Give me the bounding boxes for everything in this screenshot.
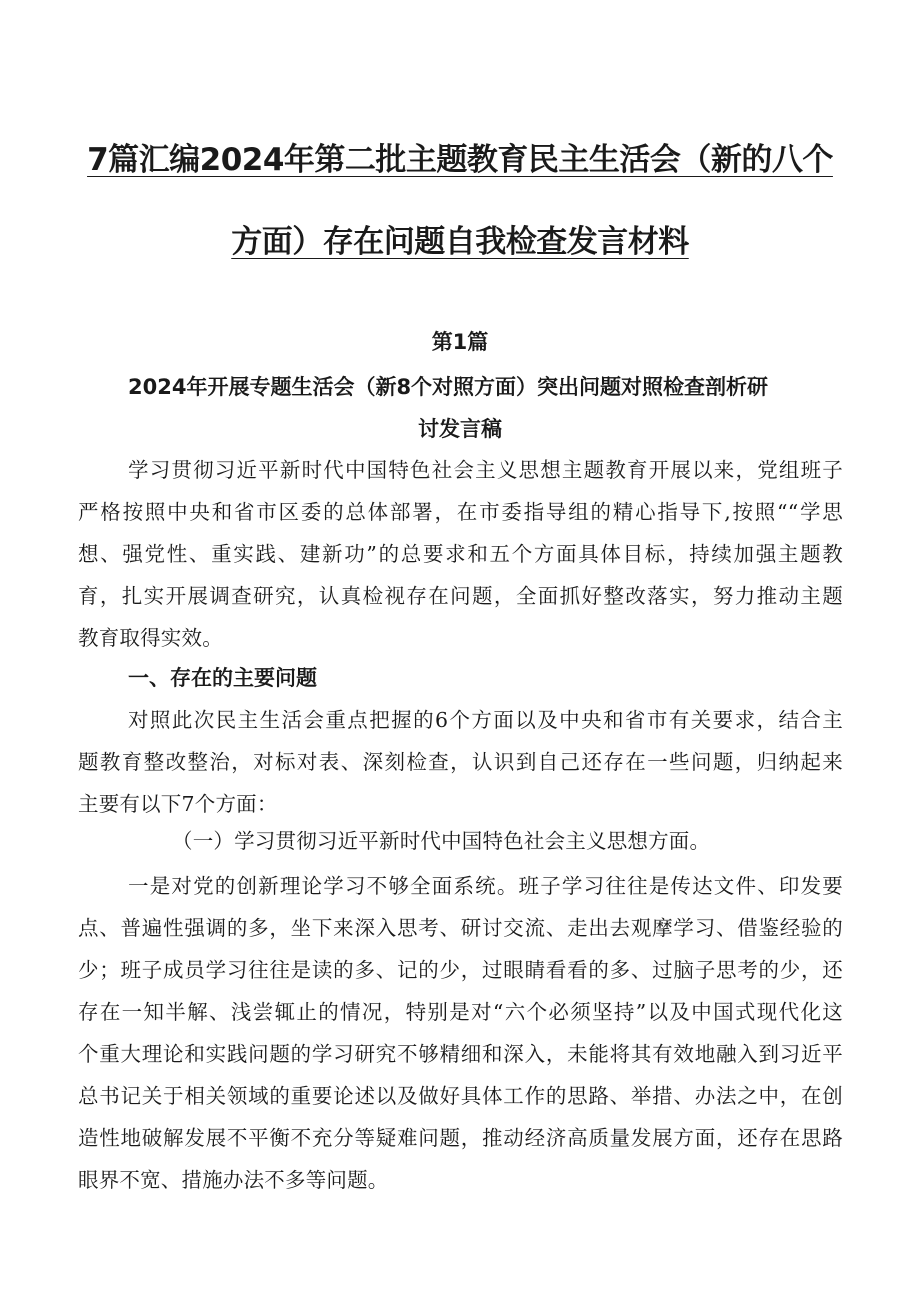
point-line: 少；班子成员学习往往是读的多、记的少，过眼睛看看的多、过脑子思考的少，还: [78, 958, 843, 982]
section-line: 主要有以下7个方面：: [78, 792, 278, 816]
chapter-subtitle-line-1: 2024年开展专题生活会（新8个对照方面）突出问题对照检查剖析研: [128, 375, 769, 399]
point-line: 点、普遍性强调的多，坐下来深入思考、研讨交流、走出去观摩学习、借鉴经验的: [78, 916, 843, 940]
intro-line: 育，扎实开展调查研究，认真检视存在问题，全面抓好整改落实，努力推动主题: [78, 584, 843, 608]
subsection-heading: （一）学习贯彻习近平新时代中国特色社会主义思想方面。: [172, 829, 711, 853]
point-line: 眼界不宽、措施办法不多等问题。: [78, 1168, 389, 1192]
point-line: 造性地破解发展不平衡不充分等疑难问题，推动经济高质量发展方面，还存在思路: [78, 1126, 843, 1150]
intro-line: 学习贯彻习近平新时代中国特色社会主义思想主题教育开展以来，党组班子: [128, 458, 843, 482]
intro-line: 严格按照中央和省市区委的总体部署，在市委指导组的精心指导下,按照““学思: [78, 500, 843, 524]
point-line: 总书记关于相关领域的重要论述以及做好具体工作的思路、举措、办法之中，在创: [78, 1084, 843, 1108]
point-line: 存在一知半解、浅尝辄止的情况，特别是对“六个必须坚持”以及中国式现代化这: [78, 1000, 843, 1024]
section-line: 对照此次民主生活会重点把握的6个方面以及中央和省市有关要求，结合主: [128, 708, 843, 732]
chapter-label: 第1篇: [431, 330, 489, 354]
intro-line: 想、强党性、重实践、建新功”的总要求和五个方面具体目标，持续加强主题教: [78, 542, 843, 566]
point-line: 个重大理论和实践问题的学习研究不够精细和深入，未能将其有效地融入到习近平: [78, 1042, 843, 1066]
intro-line: 教育取得实效。: [78, 626, 223, 650]
document-title-line-2: 方面）存在问题自我检查发言材料: [231, 224, 689, 260]
section-heading: 一、存在的主要问题: [128, 666, 317, 690]
document-title-line-1: 7篇汇编2024年第二批主题教育民主生活会（新的八个: [87, 142, 833, 178]
section-line: 题教育整改整治，对标对表、深刻检查，认识到自己还存在一些问题，归纳起来: [78, 750, 843, 774]
chapter-subtitle-line-2: 讨发言稿: [418, 417, 502, 441]
point-line: 一是对党的创新理论学习不够全面系统。班子学习往往是传达文件、印发要: [128, 874, 843, 898]
